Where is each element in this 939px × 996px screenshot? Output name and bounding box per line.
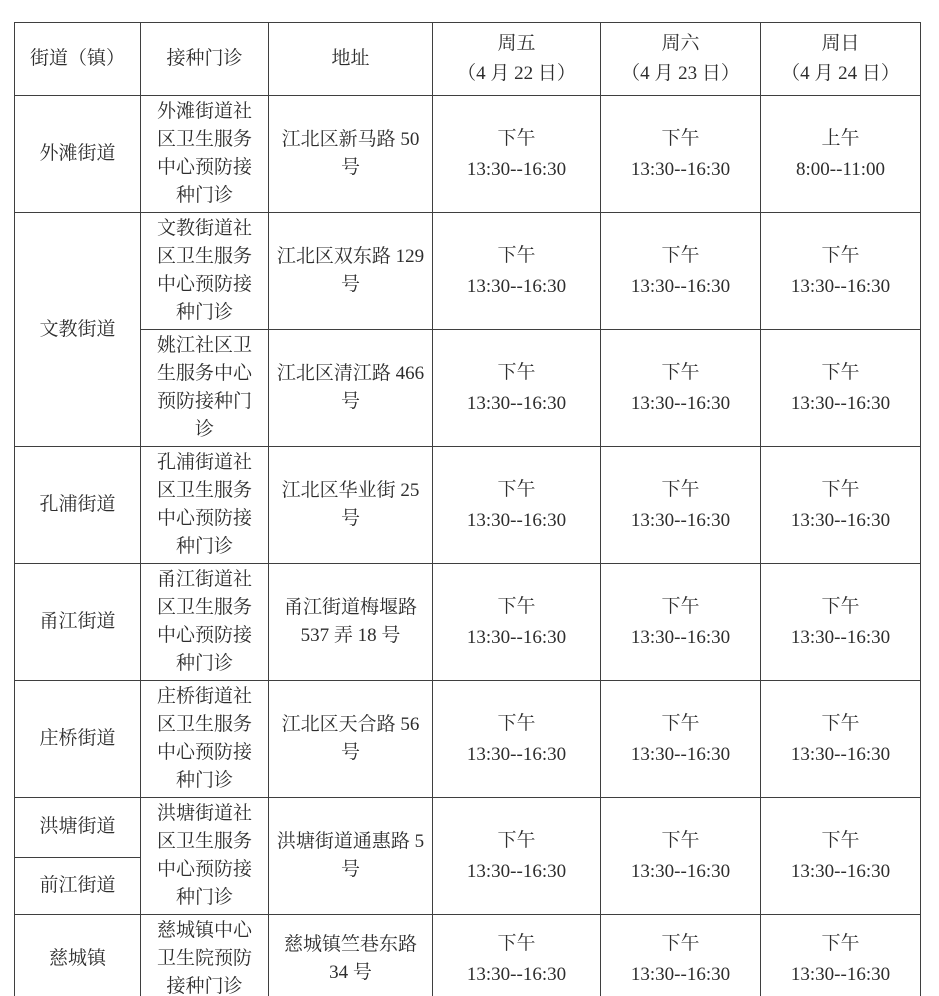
- time-range: 13:30--16:30: [466, 964, 567, 985]
- street-cell: 前江街道: [15, 857, 141, 914]
- header-street-town: 街道（镇）: [15, 23, 141, 96]
- address-cell: 甬江街道梅堰路 537 弄 18 号: [269, 564, 433, 681]
- header-saturday-day: 周六: [661, 33, 700, 54]
- address-cell: 江北区天合路 56 号: [269, 681, 433, 798]
- saturday-cell: [601, 447, 761, 564]
- saturday-cell: [601, 213, 761, 330]
- header-sunday: [761, 23, 921, 96]
- header-address: 地址: [269, 23, 433, 96]
- friday-cell: [433, 915, 601, 996]
- table-row: [15, 798, 921, 858]
- time-range: 13:30--16:30: [630, 510, 731, 531]
- friday-cell: [433, 213, 601, 330]
- clinic-cell: 慈城镇中心卫生院预防接种门诊: [141, 915, 269, 996]
- header-saturday-date: （4 月 23 日）: [621, 63, 740, 84]
- time-range: 13:30--16:30: [790, 861, 891, 882]
- period-label: 下午: [497, 830, 536, 851]
- street-cell: 庄桥街道: [15, 681, 141, 798]
- header-clinic: 接种门诊: [141, 23, 269, 96]
- period-label: 下午: [497, 596, 536, 617]
- address-cell: 洪塘街道通惠路 5 号: [269, 798, 433, 915]
- time-range: 13:30--16:30: [790, 627, 891, 648]
- friday-cell: [433, 564, 601, 681]
- friday-cell: [433, 96, 601, 213]
- time-range: 13:30--16:30: [790, 393, 891, 414]
- time-range: 13:30--16:30: [466, 861, 567, 882]
- street-cell: 文教街道: [15, 213, 141, 447]
- period-label: 下午: [661, 713, 700, 734]
- address-cell: 江北区清江路 466 号: [269, 330, 433, 447]
- period-label: 下午: [661, 830, 700, 851]
- period-label: 下午: [661, 128, 700, 149]
- friday-cell: [433, 681, 601, 798]
- address-cell: 江北区双东路 129 号: [269, 213, 433, 330]
- table-row: [15, 915, 921, 996]
- period-label: 下午: [497, 245, 536, 266]
- sunday-cell: [761, 681, 921, 798]
- friday-cell: [433, 798, 601, 915]
- time-range: 13:30--16:30: [630, 861, 731, 882]
- street-cell: 甬江街道: [15, 564, 141, 681]
- header-friday-date: （4 月 22 日）: [457, 63, 576, 84]
- saturday-cell: [601, 915, 761, 996]
- street-cell: 慈城镇: [15, 915, 141, 996]
- period-label: 下午: [661, 245, 700, 266]
- sunday-cell: [761, 96, 921, 213]
- time-range: 13:30--16:30: [630, 744, 731, 765]
- period-label: 下午: [821, 933, 860, 954]
- time-range: 13:30--16:30: [466, 510, 567, 531]
- sunday-cell: [761, 213, 921, 330]
- saturday-cell: [601, 330, 761, 447]
- period-label: 下午: [497, 128, 536, 149]
- time-range: 8:00--11:00: [795, 159, 885, 180]
- header-saturday: [601, 23, 761, 96]
- sunday-cell: [761, 447, 921, 564]
- period-label: 下午: [661, 933, 700, 954]
- time-range: 13:30--16:30: [790, 276, 891, 297]
- time-range: 13:30--16:30: [466, 627, 567, 648]
- sunday-cell: [761, 798, 921, 915]
- period-label: 下午: [821, 245, 860, 266]
- time-range: 13:30--16:30: [630, 276, 731, 297]
- time-range: 13:30--16:30: [630, 159, 731, 180]
- address-cell: 江北区华业街 25 号: [269, 447, 433, 564]
- time-range: 13:30--16:30: [466, 159, 567, 180]
- sunday-cell: [761, 915, 921, 996]
- header-friday-day: 周五: [497, 33, 536, 54]
- period-label: 下午: [661, 479, 700, 500]
- clinic-cell: 甬江街道社区卫生服务中心预防接种门诊: [141, 564, 269, 681]
- header-sunday-date: （4 月 24 日）: [781, 63, 900, 84]
- friday-cell: [433, 330, 601, 447]
- table-row: [15, 681, 921, 798]
- time-range: 13:30--16:30: [790, 510, 891, 531]
- street-cell: 外滩街道: [15, 96, 141, 213]
- period-label: 下午: [661, 596, 700, 617]
- clinic-cell: 孔浦街道社区卫生服务中心预防接种门诊: [141, 447, 269, 564]
- time-range: 13:30--16:30: [790, 744, 891, 765]
- address-cell: 慈城镇竺巷东路 34 号: [269, 915, 433, 996]
- period-label: 下午: [497, 933, 536, 954]
- sunday-cell: [761, 330, 921, 447]
- clinic-cell: 外滩街道社区卫生服务中心预防接种门诊: [141, 96, 269, 213]
- vaccination-schedule-table: [14, 22, 921, 996]
- period-label: 下午: [821, 596, 860, 617]
- saturday-cell: [601, 798, 761, 915]
- friday-cell: [433, 447, 601, 564]
- time-range: 13:30--16:30: [790, 964, 891, 985]
- clinic-cell: 文教街道社区卫生服务中心预防接种门诊: [141, 213, 269, 330]
- clinic-cell: 洪塘街道社区卫生服务中心预防接种门诊: [141, 798, 269, 915]
- header-row: [15, 23, 921, 96]
- sunday-cell: [761, 564, 921, 681]
- table-row: [15, 447, 921, 564]
- period-label: 下午: [821, 362, 860, 383]
- period-label: 下午: [661, 362, 700, 383]
- time-range: 13:30--16:30: [630, 627, 731, 648]
- period-label: 上午: [821, 128, 860, 149]
- address-cell: 江北区新马路 50 号: [269, 96, 433, 213]
- time-range: 13:30--16:30: [466, 393, 567, 414]
- table-row: [15, 213, 921, 330]
- time-range: 13:30--16:30: [630, 393, 731, 414]
- saturday-cell: [601, 681, 761, 798]
- time-range: 13:30--16:30: [466, 276, 567, 297]
- clinic-cell: 姚江社区卫生服务中心预防接种门诊: [141, 330, 269, 447]
- street-cell: 孔浦街道: [15, 447, 141, 564]
- time-range: 13:30--16:30: [630, 964, 731, 985]
- saturday-cell: [601, 564, 761, 681]
- period-label: 下午: [497, 479, 536, 500]
- period-label: 下午: [821, 830, 860, 851]
- header-friday: [433, 23, 601, 96]
- header-sunday-day: 周日: [821, 33, 860, 54]
- time-range: 13:30--16:30: [466, 744, 567, 765]
- period-label: 下午: [497, 362, 536, 383]
- table-row: [15, 564, 921, 681]
- table-row: [15, 330, 921, 447]
- table-row: [15, 96, 921, 213]
- period-label: 下午: [821, 713, 860, 734]
- clinic-cell: 庄桥街道社区卫生服务中心预防接种门诊: [141, 681, 269, 798]
- saturday-cell: [601, 96, 761, 213]
- period-label: 下午: [821, 479, 860, 500]
- street-cell: 洪塘街道: [15, 798, 141, 858]
- period-label: 下午: [497, 713, 536, 734]
